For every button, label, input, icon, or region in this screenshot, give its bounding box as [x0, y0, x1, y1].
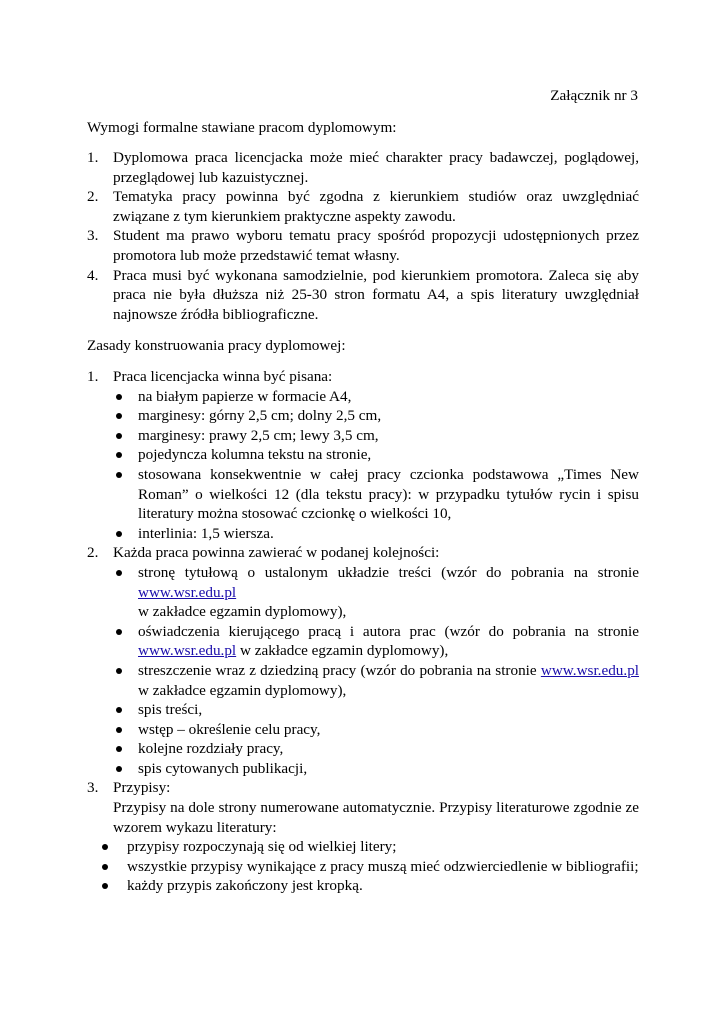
requirements-list	[87, 148, 639, 324]
wsr-link[interactable]: www.wsr.edu.pl	[138, 583, 237, 601]
list-item: 3. Przypisy: Przypisy na dole strony numerowane automatycznie. Przypisy literaturowe zgodnie ze wzorem wykazu literatury: przypisy rozpoczynają się od wielkiej litery; wszystkie przypisy wynikające z pracy muszą mieć odzwierciedlenie w bibliografii; każdy przypis zakończony jest kropką.	[87, 779, 639, 895]
bullet-icon	[102, 844, 108, 850]
bullet-item: na białym papierze w formacie A4,	[113, 387, 639, 407]
bullet-icon	[116, 413, 122, 419]
bullet-icon	[102, 883, 108, 889]
bullet-icon	[102, 864, 108, 870]
bullet-icon	[116, 707, 122, 713]
bullet-icon	[116, 727, 122, 733]
bullet-item: streszczenie wraz z dziedziną pracy (wzór do pobrania na stronie www.wsr.edu.pl w zakładce egzamin dyplomowy),	[113, 661, 639, 700]
bullet-item: marginesy: prawy 2,5 cm; lewy 3,5 cm,	[113, 426, 639, 446]
bullet-item: wstęp – określenie celu pracy,	[113, 720, 639, 740]
bullet-item: pojedyncza kolumna tekstu na stronie,	[113, 445, 639, 465]
bullet-item: stronę tytułową o ustalonym układzie treści (wzór do pobrania na stronie www.wsr.edu.pl w zakładce egzamin dyplomowy),	[113, 563, 639, 622]
bullet-item: wszystkie przypisy wynikające z pracy muszą mieć odzwierciedlenie w bibliografii;	[99, 857, 639, 877]
list-item: 2. Tematyka pracy powinna być zgodna z kierunkiem studiów oraz uwzględniać związane z tym kierunkiem praktyczne aspekty zawodu.	[87, 188, 639, 225]
bullet-item: marginesy: górny 2,5 cm; dolny 2,5 cm,	[113, 406, 639, 426]
bullet-item: interlinia: 1,5 wiersza.	[113, 524, 639, 544]
format-bullets	[113, 387, 639, 544]
footnote-bullets	[113, 837, 639, 896]
list-item: 4. Praca musi być wykonana samodzielnie, pod kierunkiem promotora. Zaleca się aby praca nie była dłuższa niż 25-30 stron formatu A4, a spis literatury uwzględniał najnowsze źródła bibliograficzne.	[87, 266, 639, 323]
wsr-link[interactable]: www.wsr.edu.pl	[540, 661, 640, 679]
list-item: 2. Każda praca powinna zawierać w podanej kolejności: stronę tytułową o ustalonym układzie treści (wzór do pobrania na stronie www.wsr.edu.pl w zakładce egzamin dyplomowy), oświadczenia kierującego pracą i autora prac (wzór do pobrania na stronie www.wsr.edu.pl w zakładce egzamin dyplomowy), streszczenie wraz z dziedziną pracy (wzór do pobrania na stronie www.wsr.edu.pl w zakładce egzamin dyplomowy), spis treści, wstęp – określenie celu pracy, kolejne rozdziały pracy, spis cytowanych publikacji,	[87, 544, 640, 777]
bullet-icon	[116, 394, 122, 400]
bullet-icon	[116, 746, 122, 752]
list-item: 1. Praca licencjacka winna być pisana: na białym papierze w formacie A4, marginesy: górny 2,5 cm; dolny 2,5 cm, marginesy: prawy 2,5 cm; lewy 3,5 cm, pojedyncza kolumna tekstu na stronie, stosowana konsekwentnie w całej pracy czcionka podstawowa „Times New Roman” o wielkości 12 (dla tekstu pracy): w przypadku tytułów rycin i spisu literatury można stosować czcionkę o wielkości 10, interlinia: 1,5 wiersza.	[87, 368, 639, 542]
section2-title: Zasady konstruowania pracy dyplomowej:	[87, 337, 346, 354]
bullet-icon	[116, 570, 122, 576]
bullet-item: kolejne rozdziały pracy,	[113, 739, 639, 759]
section1-title: Wymogi formalne stawiane pracom dyplomowym:	[87, 119, 397, 136]
bullet-icon	[116, 766, 122, 772]
bullet-icon	[116, 433, 122, 439]
bullet-icon	[116, 531, 122, 537]
bullet-item: stosowana konsekwentnie w całej pracy czcionka podstawowa „Times New Roman” o wielkości 12 (dla tekstu pracy): w przypadku tytułów rycin i spisu literatury można stosować czcionkę o wielkości 10,	[113, 465, 639, 524]
bullet-item: oświadczenia kierującego pracą i autora prac (wzór do pobrania na stronie www.wsr.edu.pl w zakładce egzamin dyplomowy),	[113, 622, 639, 661]
list-item: 3. Student ma prawo wyboru tematu pracy spośród propozycji udostępnionych przez promotora lub może przedstawić temat własny.	[87, 227, 639, 264]
bullet-item: każdy przypis zakończony jest kropką.	[99, 876, 639, 896]
bullet-icon	[116, 668, 122, 674]
bullet-icon	[116, 629, 122, 635]
bullet-item: spis cytowanych publikacji,	[113, 759, 639, 779]
construction-list	[87, 367, 639, 896]
contents-bullets	[113, 563, 639, 779]
bullet-item: przypisy rozpoczynają się od wielkiej litery;	[99, 837, 639, 857]
annex-label: Załącznik nr 3	[550, 87, 638, 104]
wsr-link[interactable]: www.wsr.edu.pl	[138, 642, 237, 660]
bullet-item: spis treści,	[113, 700, 639, 720]
bullet-icon	[116, 452, 122, 458]
bullet-icon	[116, 472, 122, 478]
list-item: 1. Dyplomowa praca licencjacka może mieć charakter pracy badawczej, poglądowej, przeglądowej lub kazuistycznej.	[87, 149, 639, 186]
